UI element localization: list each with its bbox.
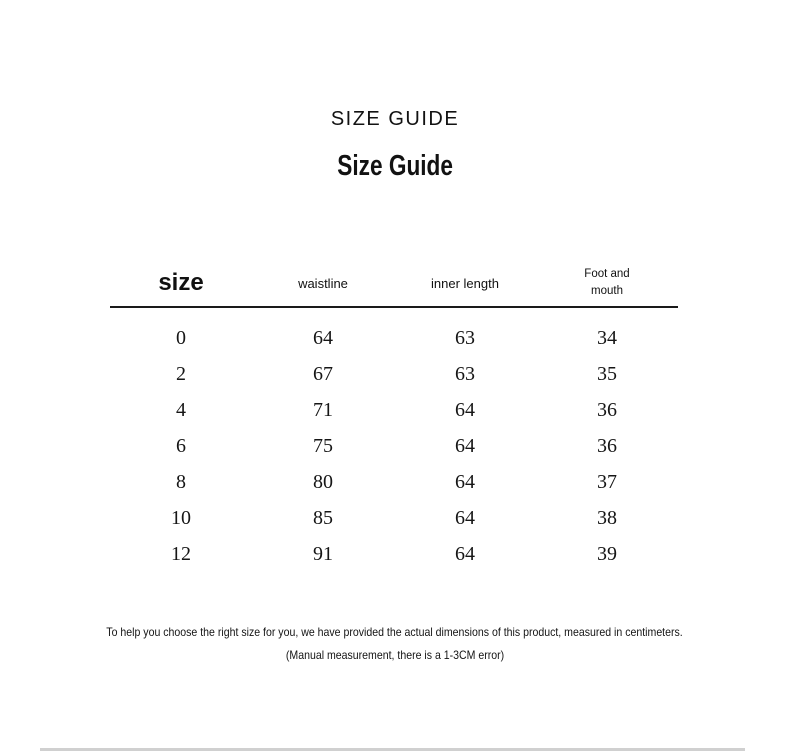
table-row (110, 356, 678, 392)
table-cell: 39 (597, 542, 617, 565)
table-cell: 10 (171, 506, 191, 529)
size-table-header (110, 260, 678, 307)
table-row (110, 392, 678, 428)
table-cell: 36 (597, 398, 617, 421)
table-cell: 91 (313, 542, 333, 565)
page-title-large (0, 150, 790, 183)
table-cell: 75 (313, 434, 333, 457)
note-line-1 (0, 625, 790, 639)
table-row (110, 307, 678, 356)
table-cell: 0 (176, 326, 186, 349)
table-row (110, 500, 678, 536)
column-header-foot-and-mouth-text: Foot and mouth (584, 268, 630, 297)
size-table-body (110, 307, 678, 572)
column-header-foot-and-mouth (536, 260, 678, 307)
note-line-1-text: To help you choose the right size for you, we have provided the actual dimensions of this product, measured in centimeters. (106, 625, 684, 639)
table-row (110, 428, 678, 464)
table-cell: 71 (313, 398, 333, 421)
note-line-2 (0, 648, 790, 662)
table-cell: 64 (455, 542, 475, 565)
table-cell: 67 (313, 362, 333, 385)
table-cell: 12 (171, 542, 191, 565)
table-cell: 35 (597, 362, 617, 385)
header-row (110, 260, 678, 307)
table-row (110, 464, 678, 500)
table-cell: 37 (597, 470, 617, 493)
table-cell: 80 (313, 470, 333, 493)
page-title-small: SIZE GUIDE (330, 108, 460, 130)
table-cell: 4 (176, 398, 186, 421)
table-cell: 64 (455, 506, 475, 529)
column-header-waistline: waistline (252, 260, 394, 307)
table-cell: 64 (455, 470, 475, 493)
column-header-inner-length: inner length (394, 260, 536, 307)
table-cell: 64 (455, 434, 475, 457)
table-cell: 85 (313, 506, 333, 529)
table-cell: 64 (455, 398, 475, 421)
column-header-size: size (110, 260, 252, 307)
table-row (110, 536, 678, 572)
table-cell: 34 (597, 326, 617, 349)
table-cell: 64 (313, 326, 333, 349)
size-table (110, 260, 678, 572)
table-cell: 63 (455, 326, 475, 349)
table-cell: 8 (176, 470, 186, 493)
table-cell: 6 (176, 434, 186, 457)
table-cell: 2 (176, 362, 186, 385)
bottom-divider (40, 748, 745, 751)
note-line-2-text: (Manual measurement, there is a 1-3CM error) (285, 648, 505, 662)
table-cell: 38 (597, 506, 617, 529)
page-title-large-text: Size Guide (337, 150, 453, 182)
table-cell: 36 (597, 434, 617, 457)
table-cell: 63 (455, 362, 475, 385)
